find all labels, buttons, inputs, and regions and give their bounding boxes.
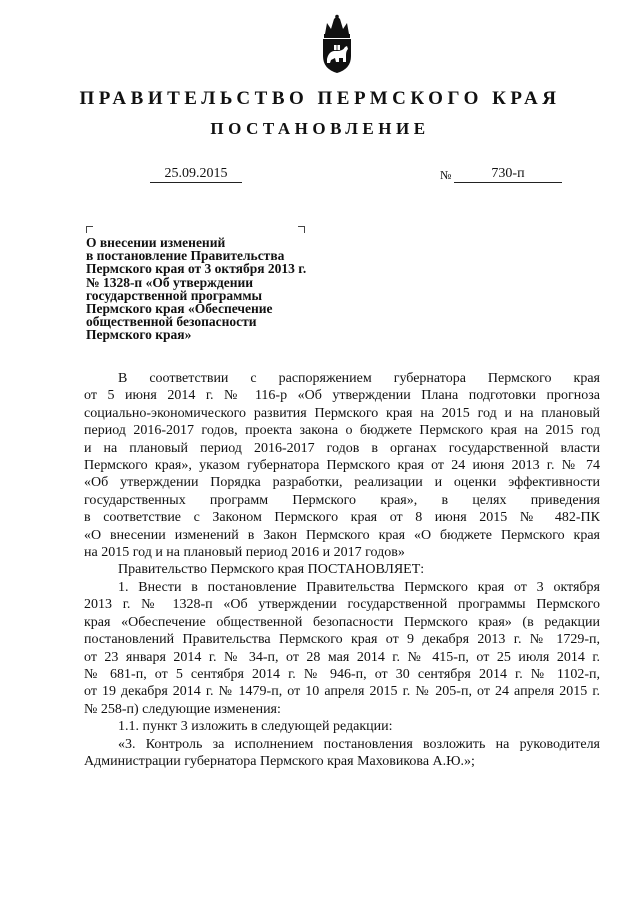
subject-line: Пермского края» bbox=[86, 327, 192, 343]
body-line: государственных программ Пермского края», в целях приведения bbox=[84, 492, 600, 508]
body-line: от 5 июня 2014 г. № 116-р «Об утверждении Плана подготовки прогноза bbox=[84, 388, 600, 404]
body-line: социально-экономического развития Пермского края на 2015 год и на плановый bbox=[84, 405, 600, 421]
subject-line: № 1328-п «Об утверждении bbox=[86, 274, 254, 290]
number-sign: № bbox=[440, 168, 452, 182]
document-date: 25.09.2015 bbox=[150, 166, 242, 183]
document-type: ПОСТАНОВЛЕНИЕ bbox=[210, 119, 430, 138]
document-body bbox=[84, 370, 600, 770]
body-line: на 2015 год и на плановый период 2016 и 2017 годов» bbox=[84, 545, 405, 561]
body-line: в соответствие с Законом Пермского края от 8 июня 2015 № 482-ПК bbox=[84, 510, 600, 526]
body-line: от 19 декабря 2014 г. № 1479-п, от 10 апреля 2015 г. № 205-п, от 24 апреля 2015 г. bbox=[84, 684, 600, 700]
document-subject bbox=[86, 236, 346, 342]
subject-corner-mark-left bbox=[86, 226, 93, 233]
body-line: 2013 г. № 1328-п «Об утверждении государственной программы Пермского bbox=[84, 597, 600, 613]
body-line: Пермского края», указом губернатора Пермского края от 24 июня 2013 г. № 74 bbox=[84, 458, 600, 474]
subject-line: О внесении изменений bbox=[86, 235, 226, 250]
body-line: 1. Внести в постановление Правительства Пермского края от 3 октября bbox=[118, 579, 600, 595]
document-number: 730-п bbox=[454, 166, 562, 183]
body-line: края «Обеспечение общественной безопасности Пермского края» (в редакции bbox=[84, 614, 600, 630]
body-line: 1.1. пункт 3 изложить в следующей редакции: bbox=[118, 719, 393, 735]
body-line: В соответствии с распоряжением губернатора Пермского края bbox=[118, 371, 600, 386]
body-line: № 681-п, от 5 сентября 2014 г. № 946-п, от 30 сентября 2014 г. № 1102-п, bbox=[84, 666, 600, 682]
body-line: № 258-п) следующие изменения: bbox=[84, 701, 281, 717]
body-line: и на плановый период 2016-2017 годов в органах государственной власти bbox=[84, 440, 600, 456]
body-line: период 2016-2017 годов, проекта закона о бюджете Пермского края на 2015 год bbox=[84, 423, 600, 439]
subject-line: в постановление Правительства bbox=[86, 248, 285, 264]
body-line: Администрации губернатора Пермского края Маховикова А.Ю.»; bbox=[84, 753, 475, 769]
subject-line: общественной безопасности bbox=[86, 314, 257, 330]
body-line: «О внесении изменений в Закон Пермского края «О бюджете Пермского края bbox=[84, 527, 600, 543]
body-line: от 23 января 2014 г. № 34-п, от 28 мая 2014 г. № 415-п, от 25 июля 2014 г. bbox=[84, 649, 600, 665]
subject-line: Пермского края от 3 октября 2013 г. bbox=[86, 261, 307, 277]
body-line: «Об утверждении Порядка разработки, реализации и оценки эффективности bbox=[84, 475, 600, 491]
perm-krai-coat-of-arms-icon bbox=[318, 14, 356, 74]
body-line: «3. Контроль за исполнением постановления возложить на руководителя bbox=[118, 736, 600, 752]
body-line: Правительство Пермского края ПОСТАНОВЛЯЕТ: bbox=[118, 562, 425, 578]
subject-corner-mark-right bbox=[298, 226, 305, 233]
subject-line: государственной программы bbox=[86, 287, 263, 303]
government-title: ПРАВИТЕЛЬСТВО ПЕРМСКОГО КРАЯ bbox=[79, 88, 561, 109]
subject-line: Пермского края «Обеспечение bbox=[86, 301, 273, 317]
body-line: постановлений Правительства Пермского края от 9 декабря 2013 г. № 1729-п, bbox=[84, 632, 600, 648]
